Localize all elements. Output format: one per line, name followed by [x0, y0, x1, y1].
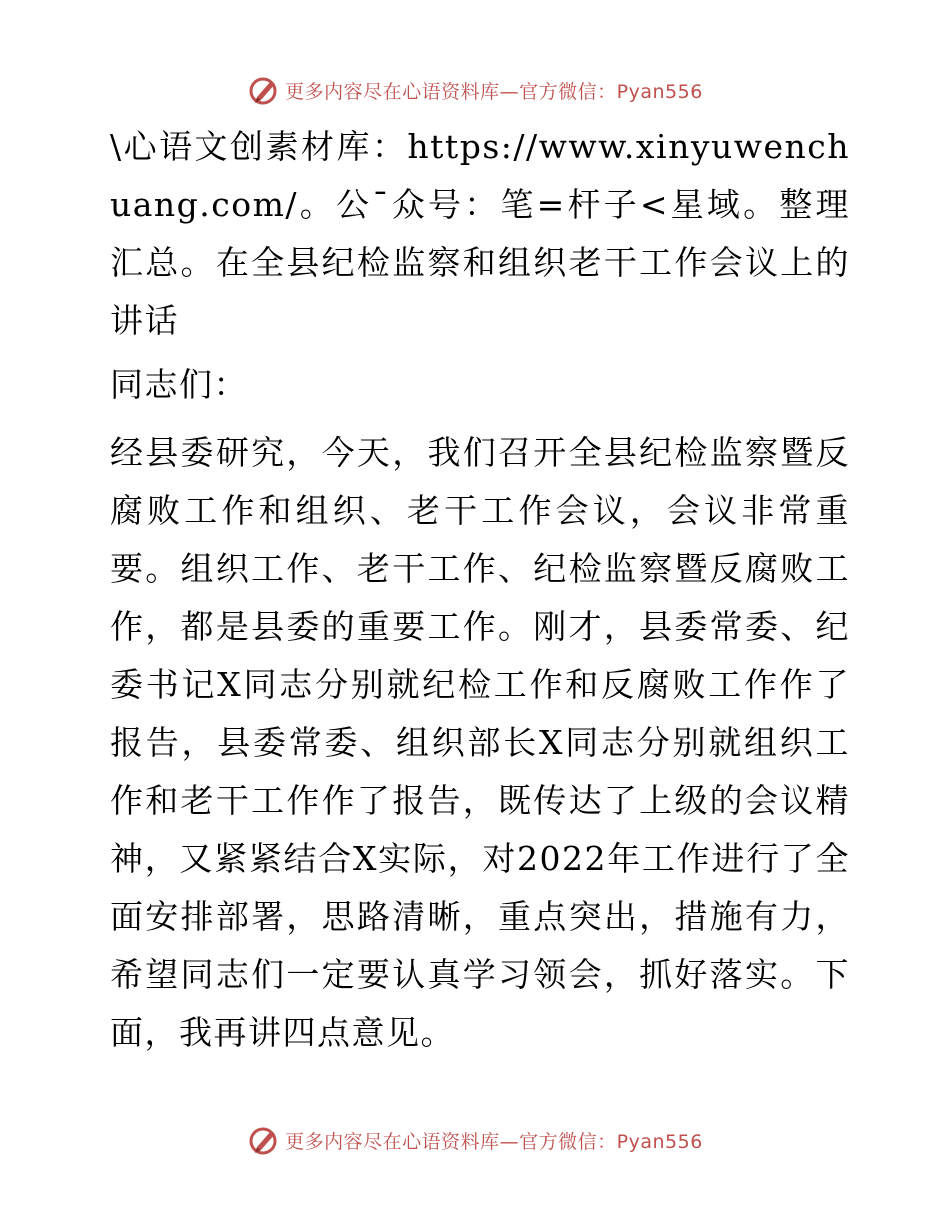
- footer-watermark-text: 更多内容尽在心语资料库—官方微信：Pyan556: [285, 1130, 703, 1153]
- greeting-paragraph: 同志们：: [110, 365, 248, 404]
- intro-paragraph: \心语文创素材库：https://www.xinyuwenchuang.com/。公¯众号：笔=杆子<星域。整理汇总。在全县纪检监察和组织老干工作会议上的讲话: [110, 127, 850, 340]
- document-body: [98, 118, 850, 1062]
- footer-watermark: [0, 1120, 950, 1160]
- pen-logo-icon: [247, 1123, 281, 1157]
- body-paragraph: 经县委研究，今天，我们召开全县纪检监察暨反腐败工作和组织、老干工作会议，会议非常重要。组织工作、老干工作、纪检监察暨反腐败工作，都是县委的重要工作。刚才，县委常委、纪委书记X同志分别就纪检工作和反腐败工作作了报告，县委常委、组织部长X同志分别就组织工作和老干工作作了报告，既传达了上级的会议精神，又紧紧结合X实际，对2022年工作进行了全面安排部署，思路清晰，重点突出，措施有力，希望同志们一定要认真学习领会，抓好落实。下面，我再讲四点意见。: [110, 433, 850, 1052]
- pen-logo-icon: [247, 73, 281, 107]
- header-watermark: [0, 70, 950, 110]
- header-watermark-text: 更多内容尽在心语资料库—官方微信：Pyan556: [285, 80, 703, 103]
